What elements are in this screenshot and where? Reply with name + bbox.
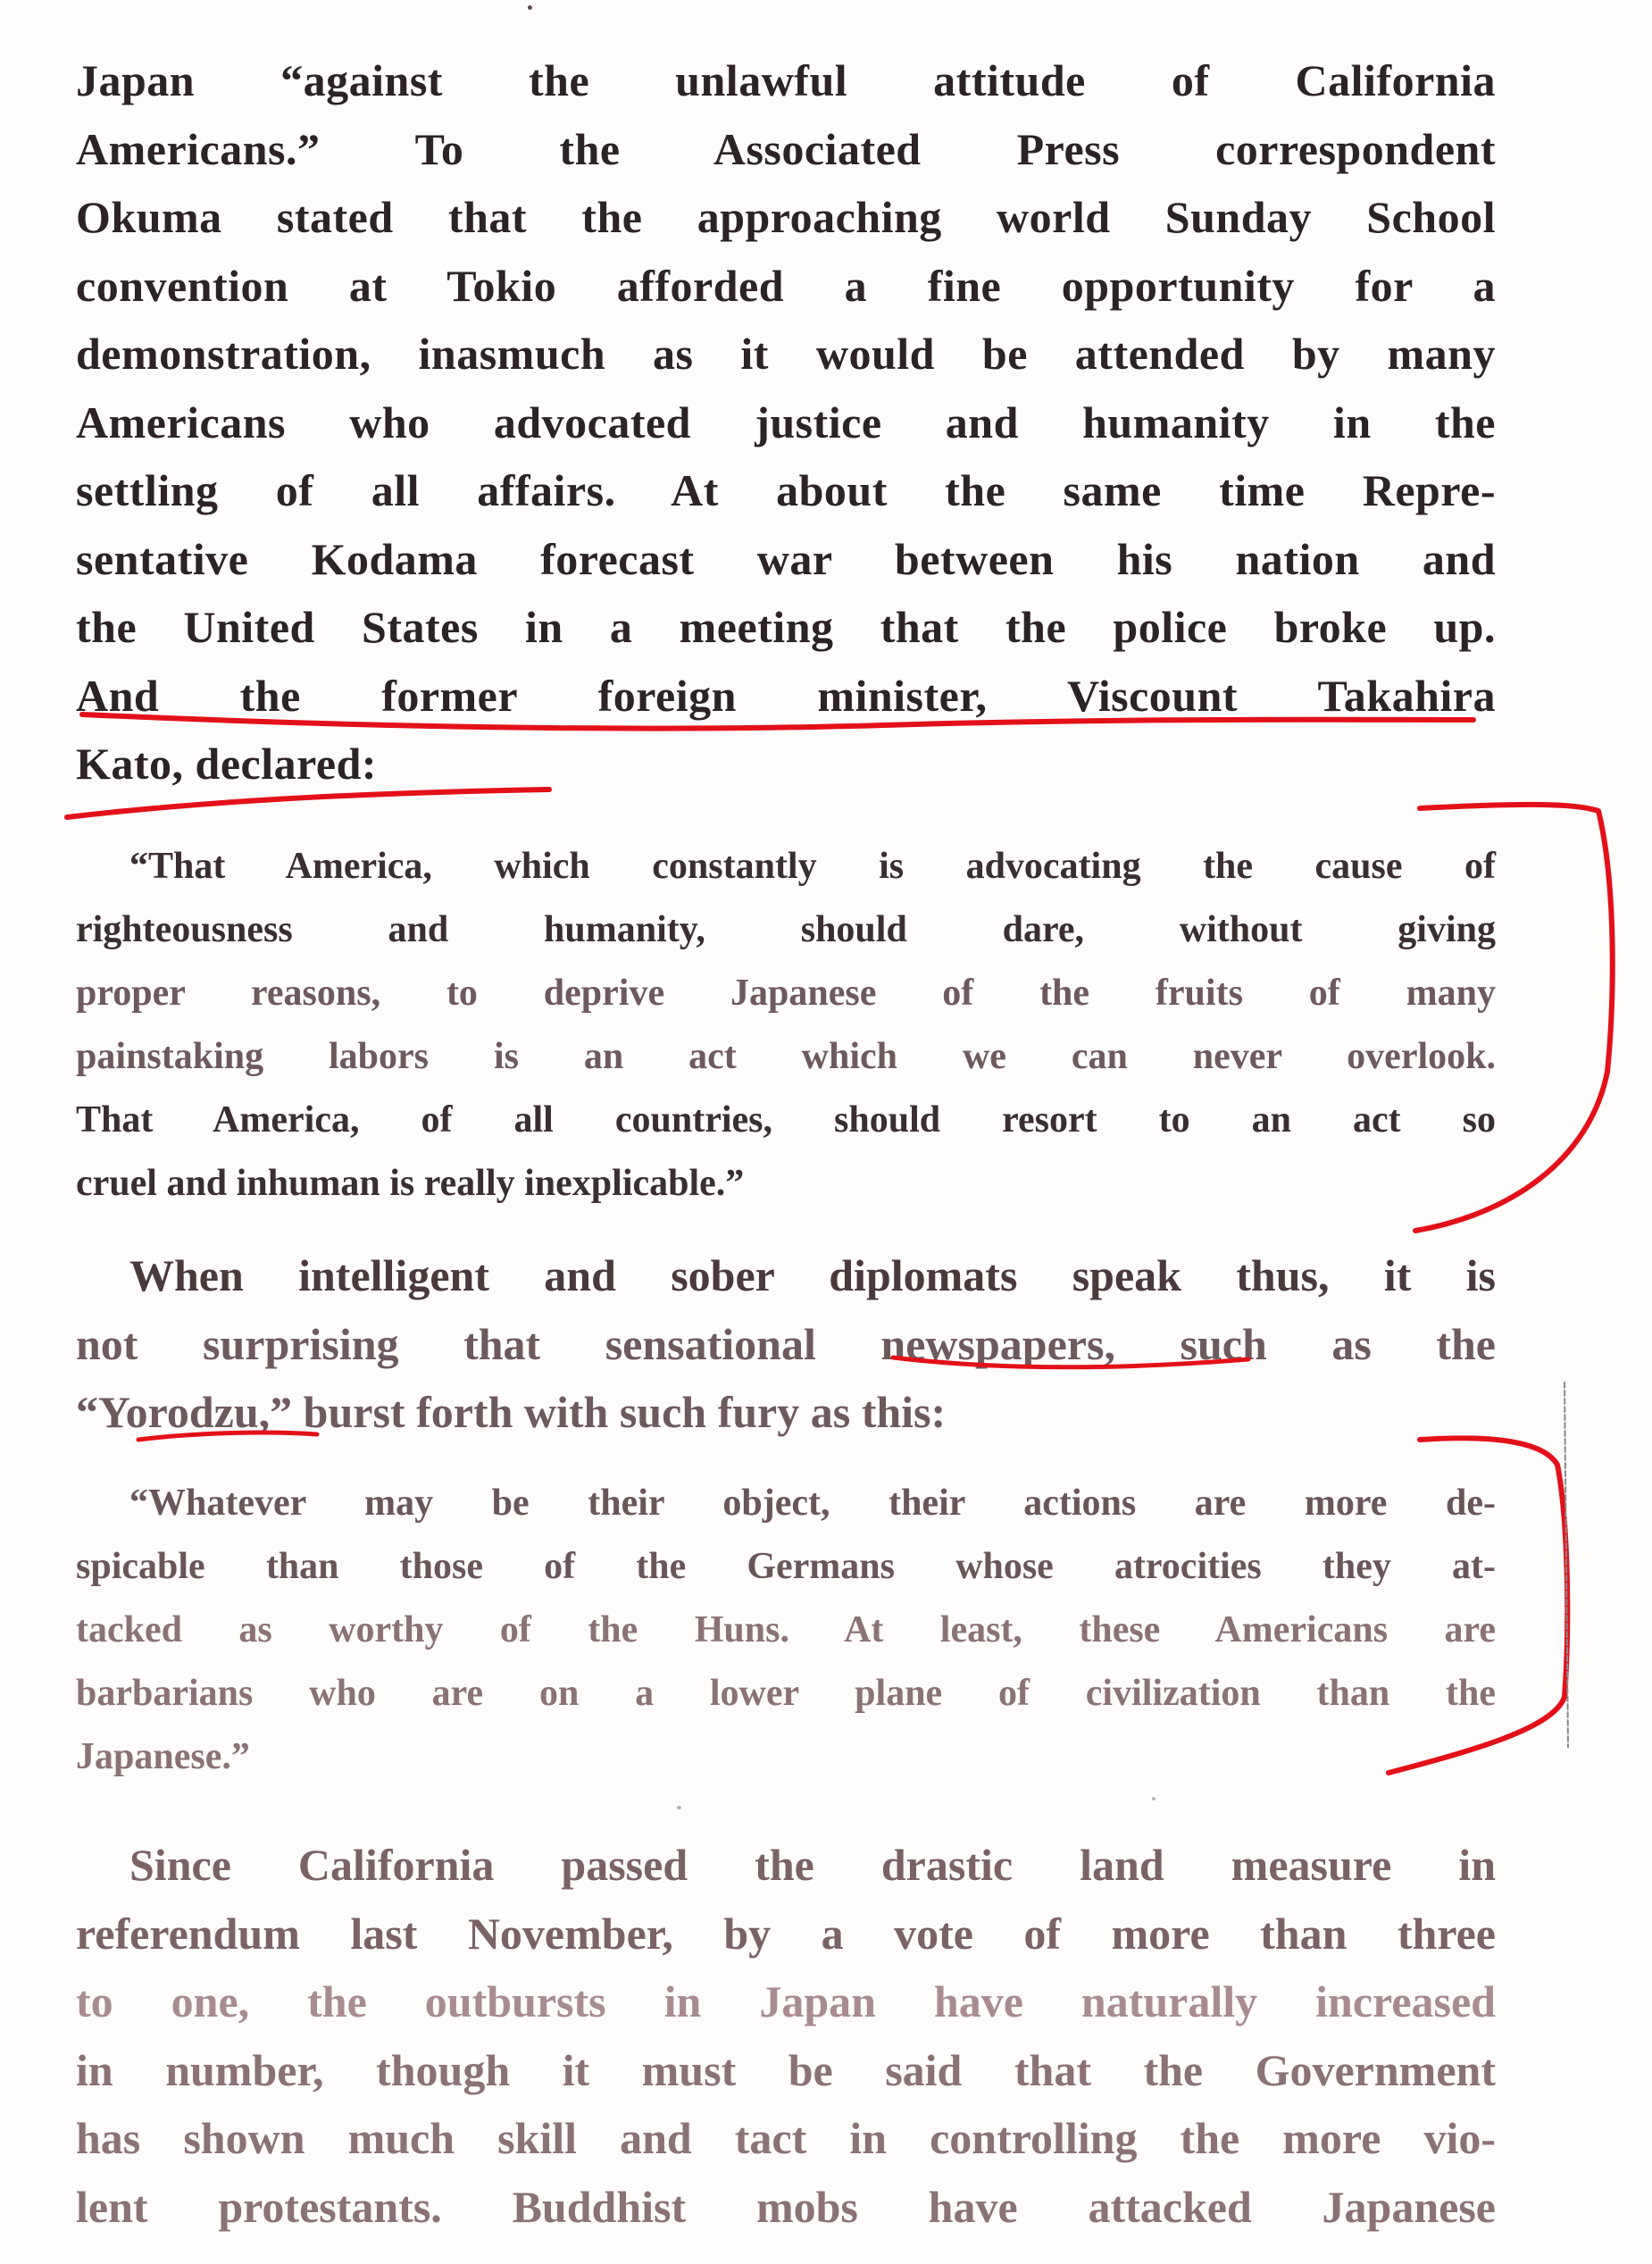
text-line: When intelligent and sober diplomats speak thus, it is (129, 1250, 1496, 1300)
scan-speck (1152, 1797, 1156, 1800)
diplomats-paragraph (76, 1241, 1496, 1447)
quote-line: painstaking labors is an act which we can never overlook. (76, 1036, 1496, 1077)
text-line: Kato, declared: (76, 739, 378, 789)
text-line: Okuma stated that the approaching world Sunday School (76, 192, 1496, 242)
text-line: Japan “against the unlawful attitude of California (76, 55, 1496, 105)
scan-speck (528, 5, 532, 10)
quote-line: cruel and inhuman is really inexplicable.” (76, 1163, 745, 1204)
quote-line: spicable than those of the Germans whose atrocities they at- (76, 1546, 1496, 1587)
kato-quote-block (76, 835, 1496, 1216)
scan-speck (677, 1806, 681, 1809)
text-line: lent protestants. Buddhist mobs have attacked Japanese (76, 2181, 1496, 2232)
text-line: Americans.” To the Associated Press correspondent (76, 123, 1496, 174)
yorodzu-quote-block (76, 1472, 1496, 1789)
text-line: “Yorodzu,” burst forth with such fury as this: (76, 1387, 947, 1437)
text-line: demonstration, inasmuch as it would be attended by many (76, 329, 1496, 379)
text-line: in number, though it must be said that the Government (76, 2044, 1496, 2095)
text-line: has shown much skill and tact in controlling the more vio- (76, 2113, 1496, 2163)
text-line: referendum last November, by a vote of more than three (76, 1908, 1496, 1959)
quote-line: proper reasons, to deprive Japanese of the fruits of many (76, 973, 1496, 1014)
quote-line: That America, of all countries, should resort to an act so (76, 1099, 1496, 1140)
text-line: sentative Kodama forecast war between his nation and (76, 533, 1496, 584)
california-paragraph (76, 1831, 1496, 2241)
quote-line: “Whatever may be their object, their actions are more de- (129, 1483, 1496, 1524)
text-line: Since California passed the drastic land measure in (129, 1840, 1496, 1890)
quote-line: “That America, which constantly is advocating the cause of (129, 846, 1496, 887)
quote-line: Japanese.” (76, 1736, 250, 1777)
text-line: Americans who advocated justice and humanity in the (76, 397, 1496, 447)
text-line: convention at Tokio afforded a fine opportunity for a (76, 260, 1496, 311)
quote-line: righteousness and humanity, should dare, without giving (76, 909, 1496, 950)
text-line: settling of all affairs. At about the same time Repre- (76, 465, 1496, 515)
margin-pencil-mark (1564, 1383, 1568, 1747)
quote-line: barbarians who are on a lower plane of civilization than the (76, 1673, 1496, 1714)
quote-line: tacked as worthy of the Huns. At least, these Americans are (76, 1609, 1496, 1650)
text-line: not surprising that sensational newspapers, such as the (76, 1318, 1496, 1369)
text-line: to one, the outbursts in Japan have naturally increased (76, 1976, 1496, 2026)
text-line: And the former foreign minister, Viscount Takahira (76, 670, 1496, 721)
intro-paragraph (76, 46, 1496, 798)
text-line: the United States in a meeting that the police broke up. (76, 602, 1496, 652)
